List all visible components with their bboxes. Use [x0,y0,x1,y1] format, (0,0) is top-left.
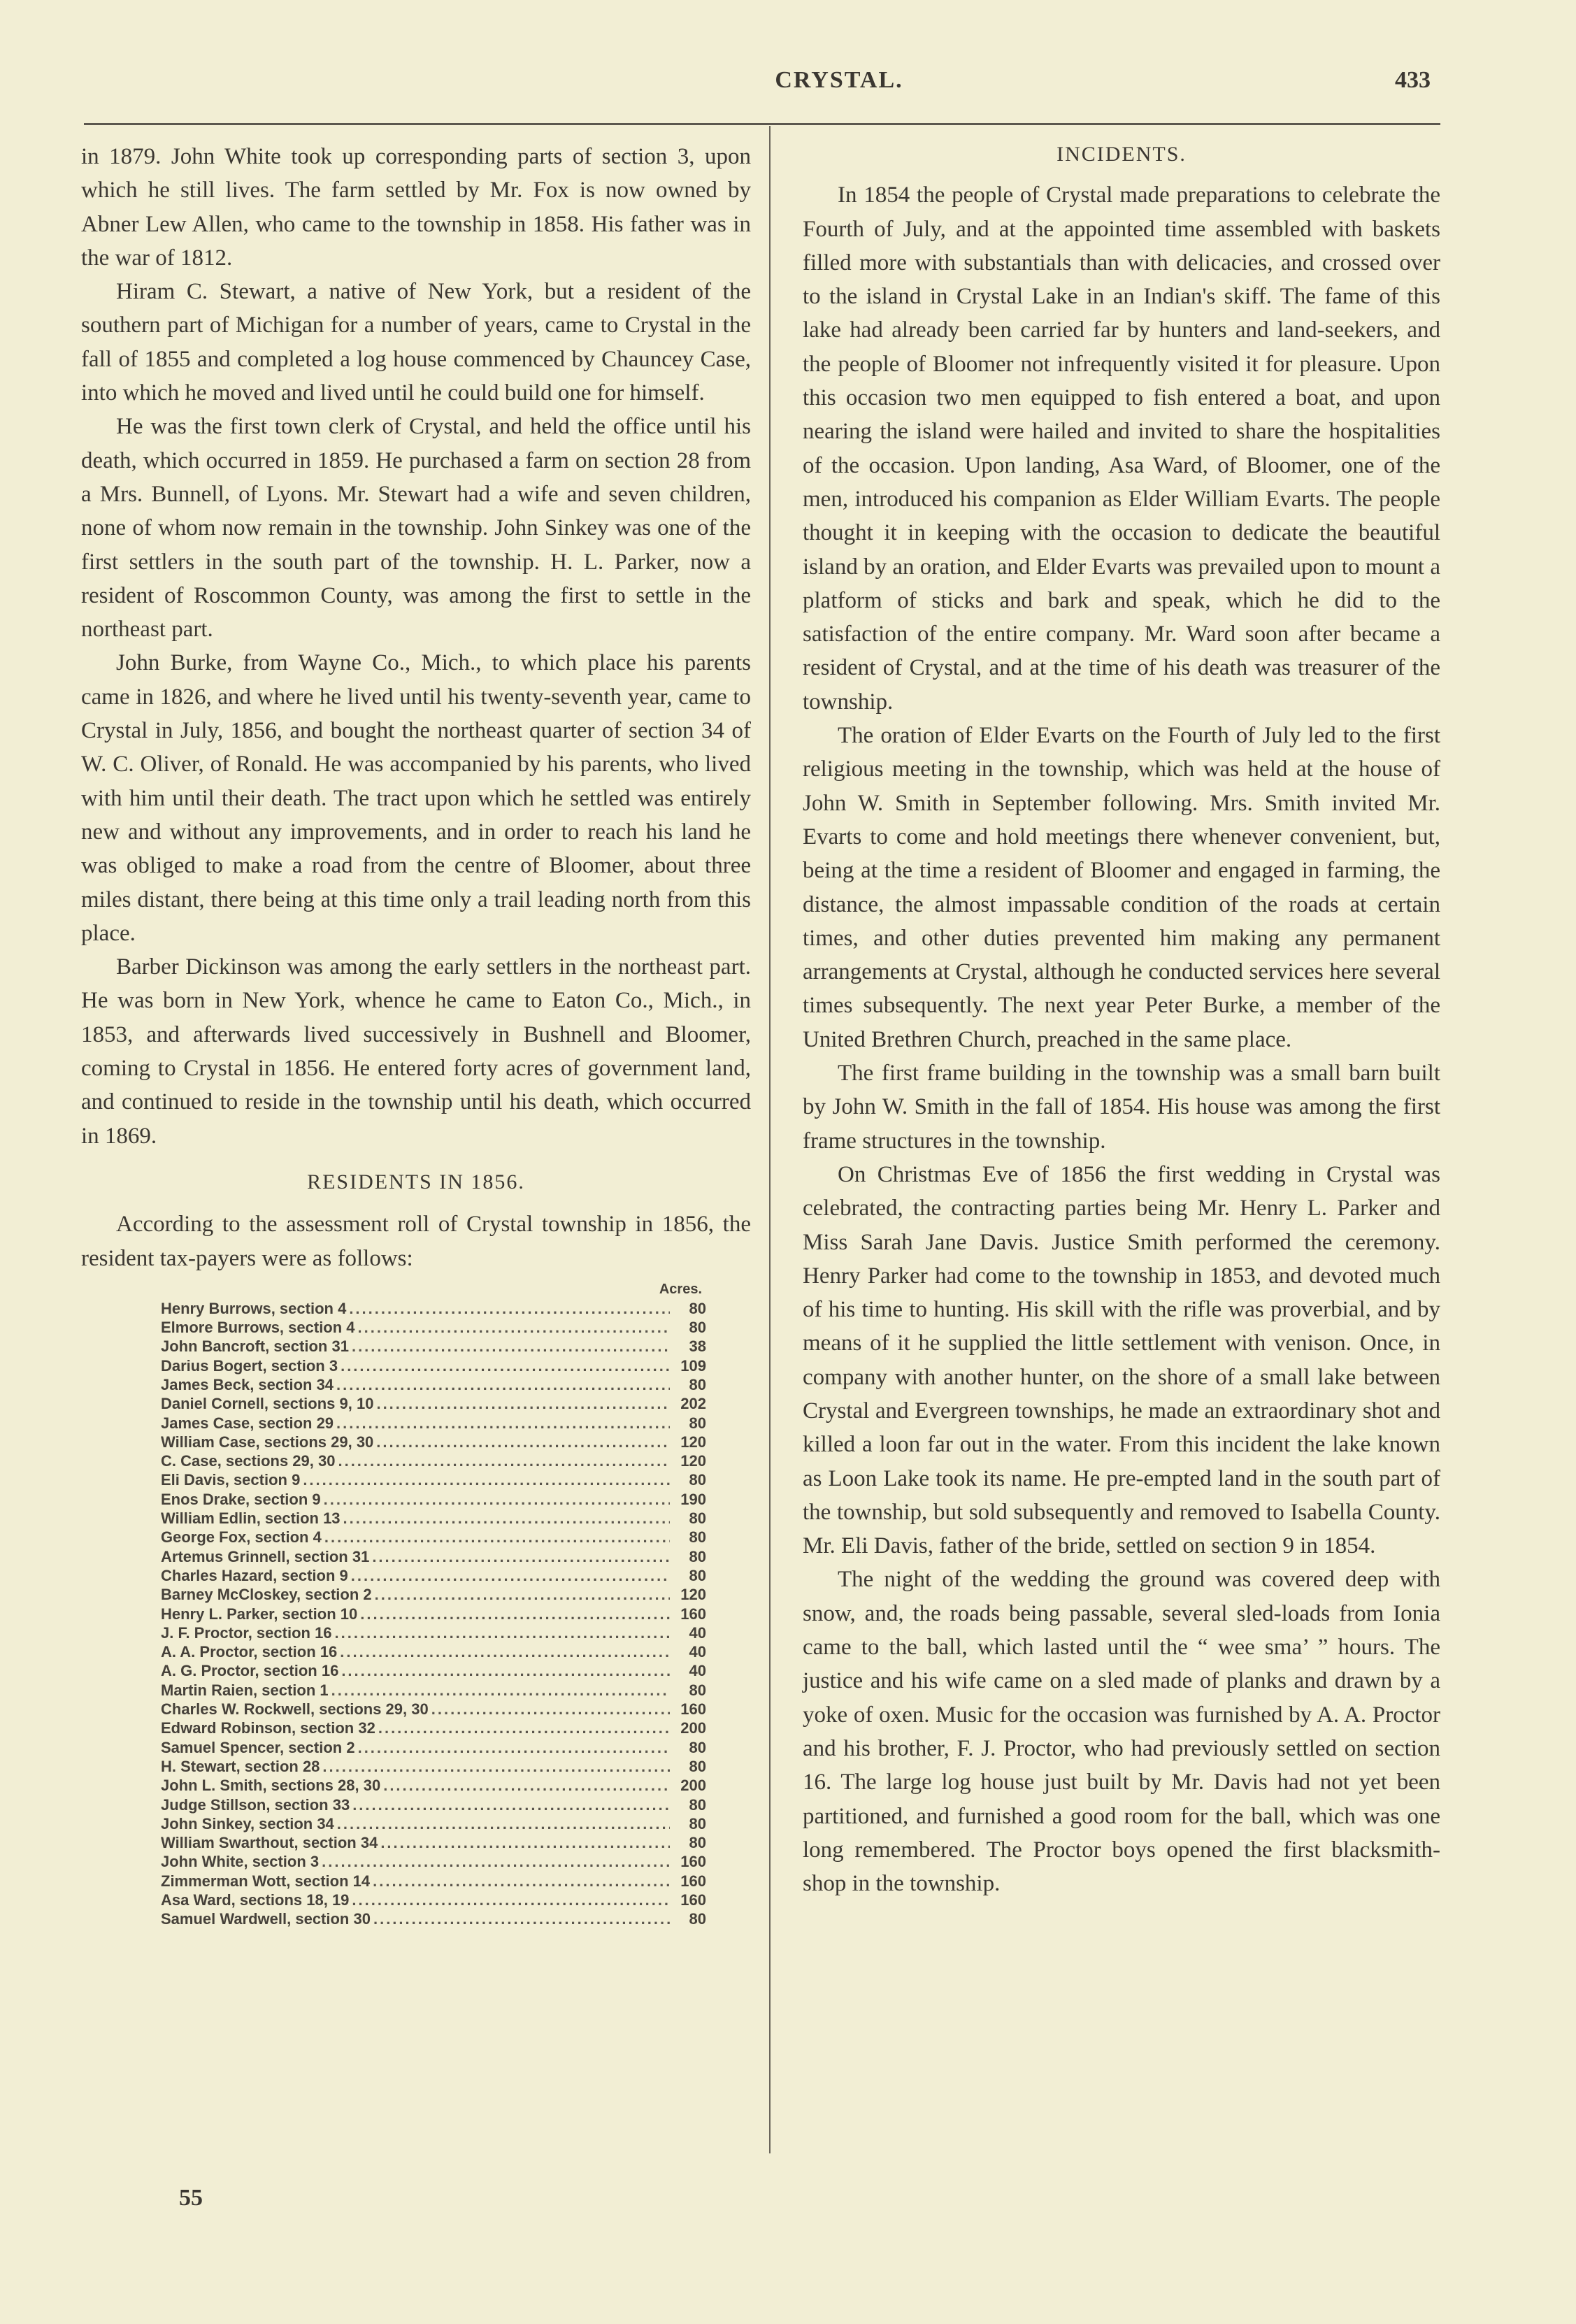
resident-name: Darius Bogert, section 3 [161,1356,338,1375]
dot-leader [341,1661,670,1680]
resident-row [161,1585,706,1604]
dot-leader [358,1318,670,1337]
resident-acres: 80 [689,1566,706,1584]
residents-intro: According to the assessment roll of Crystal township in 1856, the resident tax-payers were as follows: [81,1212,751,1271]
resident-row [161,1814,706,1833]
resident-row [161,1795,706,1814]
resident-acres: 120 [680,1433,706,1451]
dot-leader [373,1909,670,1928]
resident-name: Samuel Wardwell, section 30 [161,1910,371,1928]
paragraph: Hiram C. Stewart, a native of New York, but a resident of the southern part of Michigan for a number of years, came to Crystal in the fall of 1855 and completed a log house commenced by Chauncey Case, into which he moved and lived until he could build one for himself. [81,279,751,406]
resident-row [161,1757,706,1776]
resident-name: Martin Raien, section 1 [161,1681,329,1699]
dot-leader [338,1451,670,1470]
dot-leader [352,1337,670,1356]
resident-row [161,1872,706,1891]
resident-acres: 80 [689,1795,706,1814]
column-divider [769,126,771,2153]
resident-row [161,1891,706,1909]
resident-acres: 80 [689,1509,706,1528]
resident-acres: 80 [689,1834,706,1852]
resident-name: John Bancroft, section 31 [161,1337,349,1356]
left-column [81,140,751,1929]
dot-leader [352,1891,670,1909]
dot-leader [322,1757,670,1776]
paragraph: in 1879. John White took up corresponding parts of section 3, upon which he still lives. The farm settled by Mr. Fox is now owned by Abner Lew Allen, who came to the township in 1858. His father was in the war of 1812. [81,144,751,271]
resident-name: Eli Davis, section 9 [161,1471,301,1489]
resident-row [161,1547,706,1566]
resident-acres: 120 [680,1586,706,1604]
resident-acres: 160 [680,1891,706,1909]
resident-acres: 38 [689,1337,706,1356]
resident-name: William Swarthout, section 34 [161,1834,378,1852]
dot-leader [340,1642,670,1661]
resident-row [161,1356,706,1375]
resident-acres: 40 [689,1662,706,1680]
dot-leader [336,1375,670,1394]
resident-name: Artemus Grinnell, section 31 [161,1547,370,1565]
resident-row [161,1605,706,1623]
resident-name: John L. Smith, sections 28, 30 [161,1777,381,1795]
page-number: 433 [1395,67,1431,93]
residents-list [161,1279,706,1929]
resident-acres: 80 [689,1528,706,1547]
resident-name: Barney McCloskey, section 2 [161,1586,372,1604]
dot-leader [376,1394,670,1413]
resident-acres: 40 [689,1643,706,1661]
resident-row [161,1375,706,1394]
paragraph: The oration of Elder Evarts on the Fourth of July led to the first religious meeting in the township, which was held at the house of John W. Smith in September following. Mrs. Smith invited Mr. Evarts to come and hold meetings there whenever convenient, but, being at the time a resident of Bloomer and engaged in farming, the distance, the almost impassable condition of the roads at certain times, and other duties prevented him making any permanent arrangements at Crystal, although he conducted services here several times subsequently. The next year Peter Burke, a member of the United Brethren Church, preached in the same place. [803,723,1440,1052]
dot-leader [303,1470,670,1489]
resident-acres: 200 [680,1777,706,1795]
signature-mark: 55 [179,2185,203,2211]
paragraph: He was the first town clerk of Crystal, and held the office until his death, which occurred in 1859. He purchased a farm on section 28 from a Mrs. Bunnell, of Lyons. Mr. Stewart had a wife and seven children, none of whom now remain in the township. John Sinkey was one of the first settlers in the south part of the township. H. L. Parker, now a resident of Roscommon County, was among the first to settle in the northeast part. [81,414,751,643]
paragraph: Barber Dickinson was among the early settlers in the northeast part. He was born in New York, whence he came to Eaton Co., Mich., in 1853, and afterwards lived successively in Bushnell and Bloomer, coming to Crystal in 1856. He entered forty acres of government land, and continued to reside in the township until his death, which occurred in 1869. [81,954,751,1149]
dot-leader [322,1852,670,1871]
resident-acres: 80 [689,1910,706,1928]
resident-name: Enos Drake, section 9 [161,1490,321,1508]
dot-leader [375,1585,670,1604]
dot-leader [324,1528,670,1547]
resident-row [161,1852,706,1871]
resident-name: Elmore Burrows, section 4 [161,1319,355,1337]
resident-row [161,1776,706,1795]
resident-name: A. G. Proctor, section 16 [161,1662,339,1680]
resident-row [161,1299,706,1318]
dot-leader [360,1605,670,1623]
dot-leader [324,1490,670,1509]
resident-acres: 80 [689,1547,706,1565]
resident-acres: 160 [680,1700,706,1719]
resident-acres: 160 [680,1853,706,1871]
resident-acres: 80 [689,1738,706,1756]
resident-row [161,1490,706,1509]
resident-row [161,1642,706,1661]
resident-name: William Edlin, section 13 [161,1509,341,1528]
resident-name: James Beck, section 34 [161,1375,334,1393]
resident-acres: 80 [689,1757,706,1775]
resident-name: Judge Stillson, section 33 [161,1795,350,1814]
dot-leader [336,1414,670,1433]
incidents-heading: INCIDENTS. [1056,143,1187,166]
resident-acres: 80 [689,1414,706,1432]
resident-name: Henry L. Parker, section 10 [161,1605,358,1623]
dot-leader [335,1623,670,1642]
resident-acres: 80 [689,1471,706,1489]
resident-row [161,1909,706,1928]
resident-row [161,1451,706,1470]
resident-row [161,1833,706,1852]
resident-row [161,1566,706,1585]
resident-acres: 80 [689,1299,706,1317]
resident-row [161,1528,706,1547]
dot-leader [337,1814,670,1833]
header-rule [84,123,1440,125]
resident-acres: 160 [680,1872,706,1890]
resident-name: James Case, section 29 [161,1414,334,1432]
resident-row [161,1318,706,1337]
dot-leader [358,1738,670,1757]
resident-row [161,1719,706,1737]
paragraph: The first frame building in the township was a small barn built by John W. Smith in the fall of 1854. His house was among the first frame structures in the township. [803,1061,1440,1154]
resident-name: Asa Ward, sections 18, 19 [161,1891,350,1909]
dot-leader [349,1299,670,1318]
resident-acres: 40 [689,1623,706,1642]
resident-name: George Fox, section 4 [161,1528,322,1547]
residents-heading: RESIDENTS IN 1856. [307,1170,525,1193]
resident-name: C. Case, sections 29, 30 [161,1452,336,1470]
paragraph: In 1854 the people of Crystal made preparations to celebrate the Fourth of July, and at the appointed time assembled with baskets filled more with substantials than with delicacies, and crossed over to the island in Crystal Lake in an Indian's skiff. The fame of this lake had already been carried far by hunters and land-seekers, and the people of Bloomer not infrequently visited it for pleasure. Upon this occasion two men equipped to fish entered a boat, and upon nearing the island were hailed and invited to share the hospitalities of the occasion. Upon landing, Asa Ward, of Bloomer, one of the men, introduced his companion as Elder William Evarts. The people thought it in keeping with the occasion to dedicate the beautiful island by an oration, and Elder Evarts was prevailed upon to mount a platform of sticks and bark and speak, which he did to the satisfaction of the entire company. Mr. Ward soon after became a resident of Crystal, and at the time of his death was treasurer of the township. [803,182,1440,715]
resident-row [161,1337,706,1356]
resident-row [161,1738,706,1757]
dot-leader [373,1872,670,1891]
dot-leader [431,1700,670,1719]
dot-leader [343,1509,670,1528]
residents-rows [161,1299,706,1929]
paragraph: John Burke, from Wayne Co., Mich., to which place his parents came in 1826, and where he lived until his twenty-seventh year, came to Crystal in July, 1856, and bought the northeast quarter of section 34 of W. C. Oliver, of Ronald. He was accompanied by his parents, who lived with him until their death. The tract upon which he settled was entirely new and without any improvements, and in order to reach his land he was obliged to make a road from the centre of Bloomer, about three miles distant, there being at this time only a trail leading north from this place. [81,650,751,946]
resident-acres: 120 [680,1452,706,1470]
resident-acres: 160 [680,1605,706,1623]
resident-row [161,1661,706,1680]
resident-name: J. F. Proctor, section 16 [161,1623,332,1642]
resident-name: Samuel Spencer, section 2 [161,1738,355,1756]
resident-name: Edward Robinson, section 32 [161,1719,375,1737]
resident-row [161,1414,706,1433]
resident-name: H. Stewart, section 28 [161,1757,320,1775]
resident-name: William Case, sections 29, 30 [161,1433,374,1451]
resident-row [161,1509,706,1528]
dot-leader [351,1566,670,1585]
resident-row [161,1681,706,1700]
resident-acres: 80 [689,1375,706,1393]
resident-name: Charles W. Rockwell, sections 29, 30 [161,1700,429,1719]
dot-leader [331,1681,670,1700]
dot-leader [376,1433,670,1451]
resident-row [161,1700,706,1719]
resident-name: Henry Burrows, section 4 [161,1299,347,1317]
resident-acres: 202 [680,1395,706,1413]
dot-leader [352,1795,670,1814]
resident-name: John White, section 3 [161,1853,320,1871]
resident-row [161,1394,706,1413]
running-head [0,67,1576,109]
dot-leader [341,1356,670,1375]
acres-column-header: Acres. [659,1281,702,1297]
resident-acres: 190 [680,1490,706,1508]
resident-name: Zimmerman Wott, section 14 [161,1872,371,1890]
resident-name: Daniel Cornell, sections 9, 10 [161,1395,374,1413]
paragraph: The night of the wedding the ground was covered deep with snow, and, the roads being passable, several sled-loads from Ionia came to the ball, which lasted until the “ wee sma’ ” hours. The justice and his wife came on a sled made of planks and drawn by a yoke of oxen. Music for the occasion was furnished by A. A. Proctor and his brother, F. J. Proctor, who had previously settled on section 16. The large log house just built by Mr. Davis had not yet been partitioned, and furnished a good room for the ball, which was one long remembered. The Proctor boys opened the first blacksmith-shop in the township. [803,1567,1440,1897]
resident-acres: 200 [680,1719,706,1737]
paragraph: On Christmas Eve of 1856 the first wedding in Crystal was celebrated, the contracting parties being Mr. Henry L. Parker and Miss Sarah Jane Davis. Justice Smith performed the ceremony. Henry Parker had come to the township in 1853, and devoted much of his time to hunting. His skill with the rifle was proverbial, and by means of it he supplied the little settlement with venison. Once, in company with another hunter, on the shore of a small lake between Crystal and Evergreen townships, he made an extraordinary shot and killed a loon far out in the water. From this incident the lake known as Loon Lake took its name. He pre-empted land in the south part of the township, but sold subsequently and removed to Isabella County. Mr. Eli Davis, father of the bride, settled on section 9 in 1854. [803,1161,1440,1559]
resident-name: John Sinkey, section 34 [161,1814,334,1832]
resident-acres: 80 [689,1319,706,1337]
dot-leader [383,1776,670,1795]
resident-row [161,1433,706,1451]
resident-row [161,1470,706,1489]
dot-leader [378,1719,670,1737]
dot-leader [372,1547,670,1566]
resident-name: A. A. Proctor, section 16 [161,1643,338,1661]
resident-acres: 80 [689,1814,706,1832]
resident-row [161,1623,706,1642]
running-title: CRYSTAL. [775,67,903,93]
dot-leader [380,1833,670,1852]
resident-name: Charles Hazard, section 9 [161,1566,348,1584]
right-column [803,138,1440,1900]
resident-acres: 109 [680,1356,706,1375]
resident-acres: 80 [689,1681,706,1699]
